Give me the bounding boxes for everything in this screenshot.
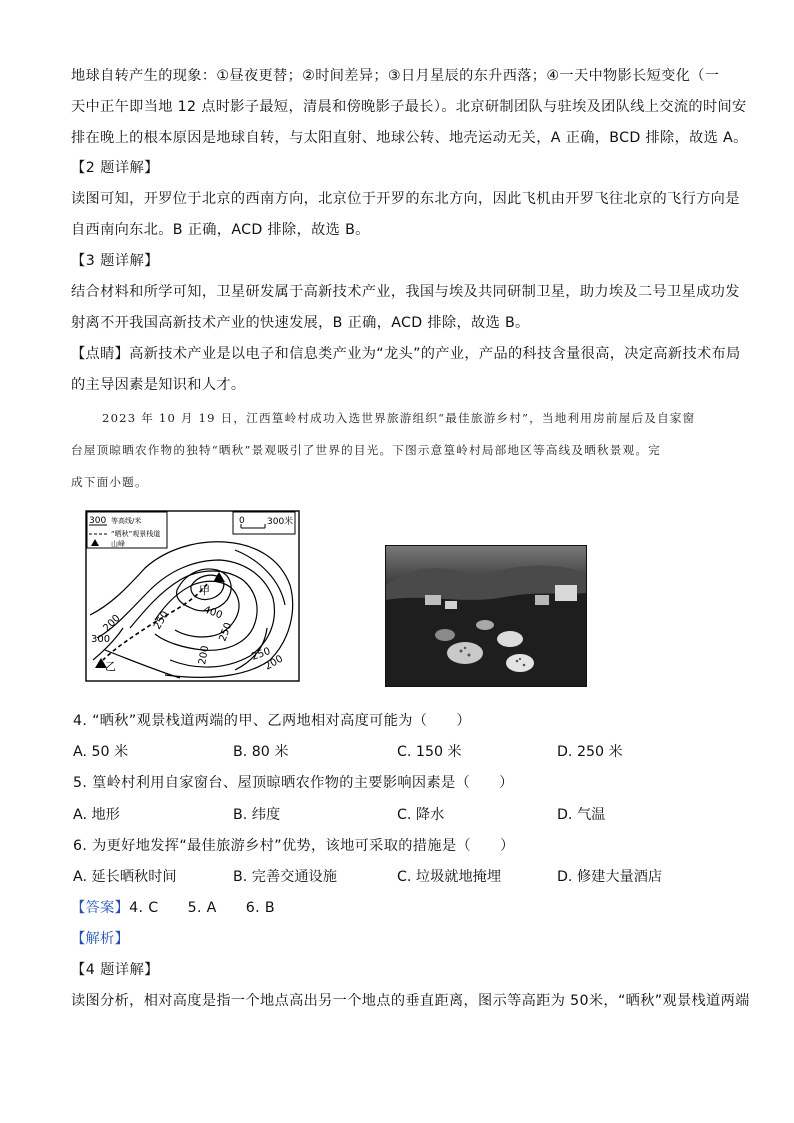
paragraph-line: 读图可知，开罗位于北京的西南方向，北京位于开罗的东北方向，因此飞机由开罗飞往北京的飞行方向是	[71, 191, 740, 207]
contour-label: 200	[197, 644, 212, 666]
option-6b: B. 完善交通设施	[233, 869, 337, 885]
material-line: 成下面小题。	[71, 475, 148, 489]
tip-text: 高新技术产业是以电子和信息类产业为“龙头”的产业，产品的科技含量很高，决定高新技术布局	[129, 346, 741, 362]
section-heading-4: 【4 题详解】	[71, 962, 159, 978]
tip-line	[71, 344, 741, 364]
section-heading-3: 【3 题详解】	[71, 253, 159, 269]
option-4c: C. 150 米	[397, 744, 462, 760]
paragraph-line: 读图分析，相对高度是指一个地点高出另一个地点的垂直距离，图示等高距为 50米，“晒秋”观景栈道两端	[71, 993, 750, 1009]
paragraph-line: 的主导因素是知识和人才。	[71, 377, 246, 393]
contour-label: 400	[201, 604, 224, 622]
option-6a: A. 延长晒秋时间	[73, 869, 177, 885]
contour-map	[85, 510, 300, 682]
option-6c: C. 垃圾就地掩埋	[397, 869, 502, 885]
option-5c: C. 降水	[397, 807, 445, 823]
option-4b: B. 80 米	[233, 744, 289, 760]
sun-drying-photo	[385, 545, 587, 687]
option-4d: D. 250 米	[557, 744, 623, 760]
legend-trail-label: “晒秋”观景栈道	[111, 530, 161, 538]
option-5d: D. 气温	[557, 807, 606, 823]
material-line: 台屋顶晾晒农作物的独特“晒秋”景观吸引了世界的目光。下图示意篁岭村局部地区等高线及晒秋景观。完	[71, 443, 661, 457]
option-6d: D. 修建大量酒店	[557, 869, 663, 885]
legend-contour-label: 等高线/米	[111, 517, 142, 525]
option-5a: A. 地形	[73, 807, 120, 823]
option-5b: B. 纬度	[233, 807, 281, 823]
paragraph-line: 射离不开我国高新技术产业的快速发展，B 正确，ACD 排除，故选 B。	[71, 315, 530, 331]
section-heading-2: 【2 题详解】	[71, 160, 159, 176]
paragraph-line: 排在晚上的根本原因是地球自转，与太阳直射、地球公转、地壳运动无关，A 正确，BCD 排除，故选 A。	[71, 130, 748, 146]
paragraph-line: 天中正午即当地 12 点时影子最短，清晨和傍晚影子最长）。北京研制团队与驻埃及团队线上交流的时间安	[71, 99, 747, 115]
contour-label: 300	[91, 634, 111, 645]
answer-line	[71, 898, 275, 918]
answer-label: 【答案】	[71, 900, 130, 916]
paragraph-line: 自西南向东北。B 正确，ACD 排除，故选 B。	[71, 222, 370, 238]
material-line: 2023 年 10 月 19 日，江西篁岭村成功入选世界旅游组织“最佳旅游乡村”，当地利用房前屋后及自家窗	[102, 411, 696, 425]
question-stem-6: 6. 为更好地发挥“最佳旅游乡村”优势，该地可采取的措施是（ ）	[73, 838, 515, 854]
point-yi: 乙	[105, 660, 116, 673]
contour-label: 200	[101, 612, 123, 635]
scale-zero: 0	[239, 516, 245, 526]
contour-label: 250	[152, 609, 172, 632]
question-stem-4: 4. “晒秋”观景栈道两端的甲、乙两地相对高度可能为（ ）	[73, 713, 471, 729]
scale-value: 300米	[267, 517, 294, 527]
analysis-label: 【解析】	[71, 931, 130, 947]
legend-contour-value: 300	[89, 516, 107, 526]
point-jia: 甲	[199, 584, 210, 597]
contour-label: 250	[250, 645, 272, 663]
tip-label: 【点睛】	[71, 346, 130, 362]
question-stem-5: 5. 篁岭村利用自家窗台、屋顶晾晒农作物的主要影响因素是（ ）	[73, 775, 514, 791]
option-4a: A. 50 米	[73, 744, 129, 760]
legend-peak-label: 山峰	[111, 540, 125, 548]
contour-label: 200	[263, 653, 286, 673]
paragraph-line: 结合材料和所学可知，卫星研发属于高新技术产业，我国与埃及共同研制卫星，助力埃及二号卫星成功发	[71, 284, 740, 300]
answer-text: 4. C 5. A 6. B	[129, 900, 275, 916]
paragraph-line: 地球自转产生的现象：①昼夜更替；②时间差异；③日月星辰的东升西落；④一天中物影长短变化（一	[71, 68, 720, 84]
contour-label: 250	[217, 621, 235, 644]
